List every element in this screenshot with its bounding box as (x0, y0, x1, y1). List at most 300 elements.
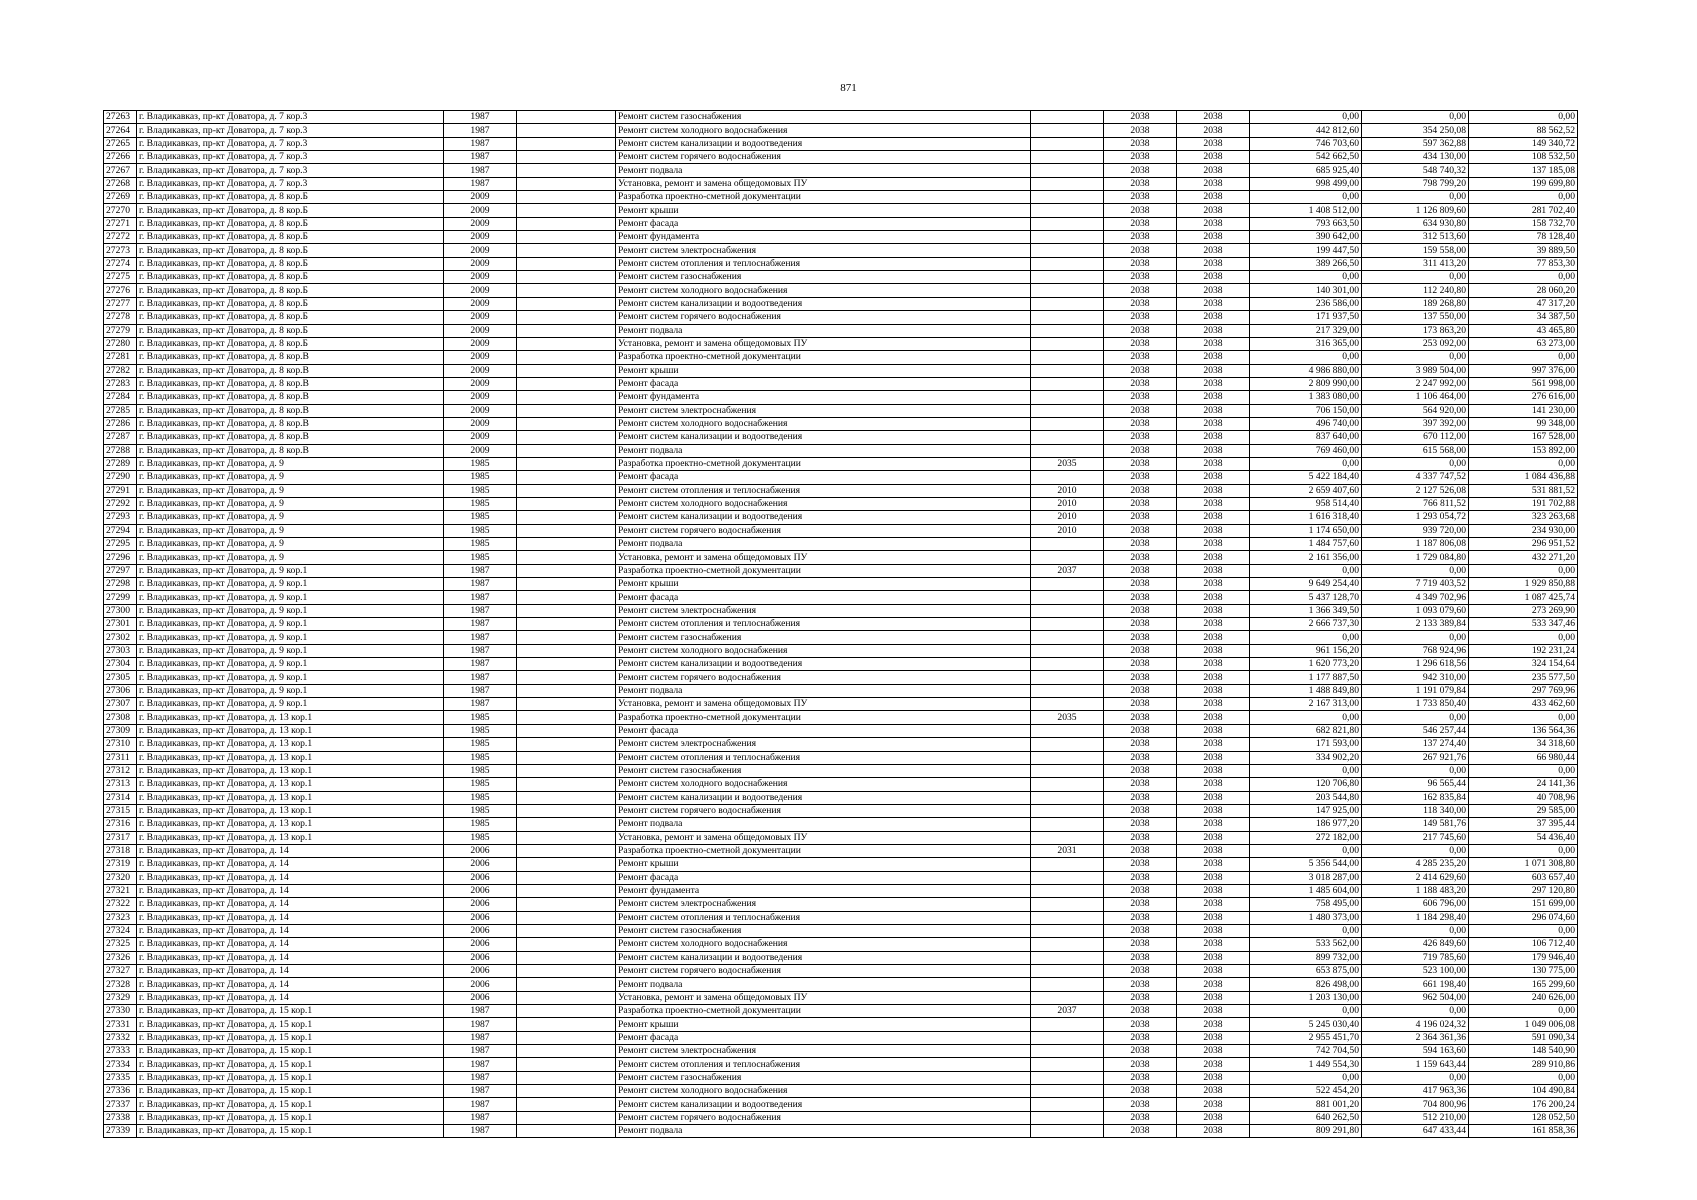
total-cost-cell: 0,00 (1250, 1005, 1362, 1018)
row-number-cell: 27273 (104, 244, 137, 257)
blank-cell-cell (517, 658, 616, 671)
owner-cost-cell: 273 269,90 (1469, 604, 1578, 617)
fund-cost-cell: 118 340,00 (1362, 804, 1469, 817)
table-row (104, 1058, 1578, 1071)
start-year-cell: 2038 (1104, 377, 1177, 390)
blank-cell-cell (517, 951, 616, 964)
work-type-cell: Разработка проектно-сметной документации (616, 564, 1031, 577)
table-row (104, 471, 1578, 484)
address-cell: г. Владикавказ, пр-кт Доватора, д. 14 (137, 924, 444, 937)
construction-year-cell: 2009 (444, 244, 517, 257)
work-type-cell: Ремонт систем холодного водоснабжения (616, 1085, 1031, 1098)
address-cell: г. Владикавказ, пр-кт Доватора, д. 15 кор.1 (137, 1058, 444, 1071)
start-year-cell: 2038 (1104, 951, 1177, 964)
planned-year-cell (1031, 871, 1104, 884)
blank-cell-cell (517, 217, 616, 230)
work-type-cell: Ремонт крыши (616, 204, 1031, 217)
planned-year-cell (1031, 858, 1104, 871)
row-number-cell: 27337 (104, 1098, 137, 1111)
total-cost-cell: 837 640,00 (1250, 431, 1362, 444)
work-type-cell: Ремонт систем отопления и теплоснабжения (616, 751, 1031, 764)
start-year-cell: 2038 (1104, 671, 1177, 684)
work-type-cell: Ремонт систем электроснабжения (616, 1045, 1031, 1058)
address-cell: г. Владикавказ, пр-кт Доватора, д. 13 кор.1 (137, 791, 444, 804)
work-type-cell: Ремонт систем горячего водоснабжения (616, 965, 1031, 978)
blank-cell-cell (517, 791, 616, 804)
start-year-cell: 2038 (1104, 1098, 1177, 1111)
construction-year-cell: 1987 (444, 658, 517, 671)
owner-cost-cell: 235 577,50 (1469, 671, 1578, 684)
planned-year-cell: 2031 (1031, 844, 1104, 857)
fund-cost-cell: 0,00 (1362, 111, 1469, 124)
address-cell: г. Владикавказ, пр-кт Доватора, д. 8 кор.В (137, 391, 444, 404)
planned-year-cell (1031, 431, 1104, 444)
row-number-cell: 27301 (104, 618, 137, 631)
start-year-cell: 2038 (1104, 457, 1177, 470)
blank-cell-cell (517, 524, 616, 537)
fund-cost-cell: 766 811,52 (1362, 497, 1469, 510)
address-cell: г. Владикавказ, пр-кт Доватора, д. 8 кор.Б (137, 257, 444, 270)
total-cost-cell: 390 642,00 (1250, 231, 1362, 244)
start-year-cell: 2038 (1104, 337, 1177, 350)
owner-cost-cell: 24 141,36 (1469, 778, 1578, 791)
end-year-cell: 2038 (1177, 884, 1250, 897)
fund-cost-cell: 0,00 (1362, 764, 1469, 777)
address-cell: г. Владикавказ, пр-кт Доватора, д. 13 кор.1 (137, 751, 444, 764)
fund-cost-cell: 512 210,00 (1362, 1111, 1469, 1124)
row-number-cell: 27339 (104, 1125, 137, 1138)
fund-cost-cell: 661 198,40 (1362, 978, 1469, 991)
row-number-cell: 27286 (104, 417, 137, 430)
table-row (104, 911, 1578, 924)
total-cost-cell: 5 422 184,40 (1250, 471, 1362, 484)
total-cost-cell: 1 203 130,00 (1250, 991, 1362, 1004)
work-type-cell: Ремонт систем канализации и водоотведения (616, 791, 1031, 804)
blank-cell-cell (517, 177, 616, 190)
total-cost-cell: 496 740,00 (1250, 417, 1362, 430)
owner-cost-cell: 0,00 (1469, 457, 1578, 470)
address-cell: г. Владикавказ, пр-кт Доватора, д. 9 кор.1 (137, 684, 444, 697)
start-year-cell: 2038 (1104, 978, 1177, 991)
total-cost-cell: 171 937,50 (1250, 311, 1362, 324)
total-cost-cell: 958 514,40 (1250, 497, 1362, 510)
owner-cost-cell: 323 263,68 (1469, 511, 1578, 524)
end-year-cell: 2038 (1177, 591, 1250, 604)
fund-cost-cell: 3 989 504,00 (1362, 364, 1469, 377)
start-year-cell: 2038 (1104, 297, 1177, 310)
planned-year-cell (1031, 671, 1104, 684)
end-year-cell: 2038 (1177, 804, 1250, 817)
table-row (104, 284, 1578, 297)
table-row (104, 724, 1578, 737)
blank-cell-cell (517, 538, 616, 551)
owner-cost-cell: 1 087 425,74 (1469, 591, 1578, 604)
total-cost-cell: 0,00 (1250, 191, 1362, 204)
work-type-cell: Ремонт фасада (616, 1031, 1031, 1044)
fund-cost-cell: 1 293 054,72 (1362, 511, 1469, 524)
table-row (104, 244, 1578, 257)
blank-cell-cell (517, 471, 616, 484)
fund-cost-cell: 354 250,08 (1362, 124, 1469, 137)
owner-cost-cell: 324 154,64 (1469, 658, 1578, 671)
blank-cell-cell (517, 711, 616, 724)
fund-cost-cell: 7 719 403,52 (1362, 578, 1469, 591)
row-number-cell: 27267 (104, 164, 137, 177)
blank-cell-cell (517, 337, 616, 350)
planned-year-cell: 2035 (1031, 711, 1104, 724)
construction-year-cell: 1985 (444, 751, 517, 764)
row-number-cell: 27318 (104, 844, 137, 857)
start-year-cell: 2038 (1104, 324, 1177, 337)
end-year-cell: 2038 (1177, 724, 1250, 737)
start-year-cell: 2038 (1104, 284, 1177, 297)
work-type-cell: Ремонт фасада (616, 591, 1031, 604)
construction-year-cell: 1985 (444, 724, 517, 737)
work-type-cell: Ремонт фасада (616, 724, 1031, 737)
end-year-cell: 2038 (1177, 644, 1250, 657)
fund-cost-cell: 2 364 361,36 (1362, 1031, 1469, 1044)
row-number-cell: 27283 (104, 377, 137, 390)
end-year-cell: 2038 (1177, 511, 1250, 524)
end-year-cell: 2038 (1177, 831, 1250, 844)
owner-cost-cell: 43 465,80 (1469, 324, 1578, 337)
row-number-cell: 27269 (104, 191, 137, 204)
end-year-cell: 2038 (1177, 604, 1250, 617)
address-cell: г. Владикавказ, пр-кт Доватора, д. 7 кор.3 (137, 164, 444, 177)
work-type-cell: Разработка проектно-сметной документации (616, 457, 1031, 470)
address-cell: г. Владикавказ, пр-кт Доватора, д. 14 (137, 911, 444, 924)
fund-cost-cell: 4 337 747,52 (1362, 471, 1469, 484)
blank-cell-cell (517, 377, 616, 390)
planned-year-cell (1031, 538, 1104, 551)
work-type-cell: Ремонт систем холодного водоснабжения (616, 778, 1031, 791)
row-number-cell: 27316 (104, 818, 137, 831)
row-number-cell: 27279 (104, 324, 137, 337)
address-cell: г. Владикавказ, пр-кт Доватора, д. 8 кор.Б (137, 324, 444, 337)
work-type-cell: Ремонт систем канализации и водоотведения (616, 297, 1031, 310)
total-cost-cell: 4 986 880,00 (1250, 364, 1362, 377)
table-row (104, 297, 1578, 310)
blank-cell-cell (517, 391, 616, 404)
planned-year-cell (1031, 951, 1104, 964)
end-year-cell: 2038 (1177, 671, 1250, 684)
end-year-cell: 2038 (1177, 564, 1250, 577)
row-number-cell: 27285 (104, 404, 137, 417)
owner-cost-cell: 148 540,90 (1469, 1045, 1578, 1058)
planned-year-cell (1031, 1085, 1104, 1098)
address-cell: г. Владикавказ, пр-кт Доватора, д. 13 кор.1 (137, 711, 444, 724)
row-number-cell: 27293 (104, 511, 137, 524)
work-type-cell: Ремонт систем канализации и водоотведения (616, 658, 1031, 671)
owner-cost-cell: 136 564,36 (1469, 724, 1578, 737)
address-cell: г. Владикавказ, пр-кт Доватора, д. 9 (137, 484, 444, 497)
row-number-cell: 27272 (104, 231, 137, 244)
owner-cost-cell: 234 930,00 (1469, 524, 1578, 537)
owner-cost-cell: 34 318,60 (1469, 738, 1578, 751)
blank-cell-cell (517, 204, 616, 217)
start-year-cell: 2038 (1104, 938, 1177, 951)
fund-cost-cell: 1 184 298,40 (1362, 911, 1469, 924)
construction-year-cell: 1987 (444, 177, 517, 190)
planned-year-cell (1031, 884, 1104, 897)
row-number-cell: 27328 (104, 978, 137, 991)
construction-year-cell: 2006 (444, 991, 517, 1004)
row-number-cell: 27282 (104, 364, 137, 377)
blank-cell-cell (517, 1071, 616, 1084)
blank-cell-cell (517, 511, 616, 524)
total-cost-cell: 1 383 080,00 (1250, 391, 1362, 404)
owner-cost-cell: 106 712,40 (1469, 938, 1578, 951)
address-cell: г. Владикавказ, пр-кт Доватора, д. 9 кор.1 (137, 698, 444, 711)
planned-year-cell (1031, 724, 1104, 737)
construction-year-cell: 1985 (444, 484, 517, 497)
fund-cost-cell: 159 558,00 (1362, 244, 1469, 257)
start-year-cell: 2038 (1104, 858, 1177, 871)
blank-cell-cell (517, 457, 616, 470)
planned-year-cell (1031, 978, 1104, 991)
planned-year-cell (1031, 791, 1104, 804)
owner-cost-cell: 0,00 (1469, 1071, 1578, 1084)
row-number-cell: 27278 (104, 311, 137, 324)
construction-year-cell: 1987 (444, 618, 517, 631)
end-year-cell: 2038 (1177, 297, 1250, 310)
table-row (104, 124, 1578, 137)
fund-cost-cell: 4 349 702,96 (1362, 591, 1469, 604)
blank-cell-cell (517, 1111, 616, 1124)
blank-cell-cell (517, 724, 616, 737)
owner-cost-cell: 0,00 (1469, 1005, 1578, 1018)
end-year-cell: 2038 (1177, 244, 1250, 257)
fund-cost-cell: 149 581,76 (1362, 818, 1469, 831)
construction-year-cell: 2009 (444, 217, 517, 230)
construction-year-cell: 1987 (444, 1071, 517, 1084)
work-type-cell: Разработка проектно-сметной документации (616, 1005, 1031, 1018)
total-cost-cell: 1 616 318,40 (1250, 511, 1362, 524)
end-year-cell: 2038 (1177, 978, 1250, 991)
table-body (104, 111, 1578, 1138)
planned-year-cell (1031, 831, 1104, 844)
start-year-cell: 2038 (1104, 831, 1177, 844)
end-year-cell: 2038 (1177, 431, 1250, 444)
row-number-cell: 27298 (104, 578, 137, 591)
construction-year-cell: 2006 (444, 884, 517, 897)
table-row (104, 578, 1578, 591)
total-cost-cell: 217 329,00 (1250, 324, 1362, 337)
planned-year-cell (1031, 818, 1104, 831)
work-type-cell: Ремонт систем горячего водоснабжения (616, 1111, 1031, 1124)
planned-year-cell (1031, 244, 1104, 257)
start-year-cell: 2038 (1104, 351, 1177, 364)
table-row (104, 137, 1578, 150)
start-year-cell: 2038 (1104, 177, 1177, 190)
total-cost-cell: 442 812,60 (1250, 124, 1362, 137)
total-cost-cell: 5 245 030,40 (1250, 1018, 1362, 1031)
work-type-cell: Ремонт подвала (616, 1125, 1031, 1138)
planned-year-cell (1031, 938, 1104, 951)
row-number-cell: 27307 (104, 698, 137, 711)
table-row (104, 111, 1578, 124)
planned-year-cell (1031, 1071, 1104, 1084)
work-type-cell: Ремонт систем отопления и теплоснабжения (616, 257, 1031, 270)
fund-cost-cell: 1 126 809,60 (1362, 204, 1469, 217)
total-cost-cell: 0,00 (1250, 924, 1362, 937)
end-year-cell: 2038 (1177, 444, 1250, 457)
construction-year-cell: 1985 (444, 804, 517, 817)
address-cell: г. Владикавказ, пр-кт Доватора, д. 9 кор.1 (137, 658, 444, 671)
fund-cost-cell: 417 963,36 (1362, 1085, 1469, 1098)
construction-year-cell: 2006 (444, 938, 517, 951)
total-cost-cell: 3 018 287,00 (1250, 871, 1362, 884)
owner-cost-cell: 0,00 (1469, 191, 1578, 204)
table-row (104, 658, 1578, 671)
planned-year-cell (1031, 257, 1104, 270)
construction-year-cell: 1987 (444, 1018, 517, 1031)
planned-year-cell (1031, 231, 1104, 244)
address-cell: г. Владикавказ, пр-кт Доватора, д. 8 кор.Б (137, 217, 444, 230)
end-year-cell: 2038 (1177, 965, 1250, 978)
planned-year-cell (1031, 551, 1104, 564)
total-cost-cell: 334 902,20 (1250, 751, 1362, 764)
start-year-cell: 2038 (1104, 564, 1177, 577)
construction-year-cell: 1987 (444, 631, 517, 644)
owner-cost-cell: 1 929 850,88 (1469, 578, 1578, 591)
total-cost-cell: 199 447,50 (1250, 244, 1362, 257)
fund-cost-cell: 548 740,32 (1362, 164, 1469, 177)
owner-cost-cell: 192 231,24 (1469, 644, 1578, 657)
blank-cell-cell (517, 151, 616, 164)
blank-cell-cell (517, 764, 616, 777)
table-row (104, 844, 1578, 857)
planned-year-cell (1031, 658, 1104, 671)
total-cost-cell: 120 706,80 (1250, 778, 1362, 791)
owner-cost-cell: 141 230,00 (1469, 404, 1578, 417)
table-row (104, 484, 1578, 497)
planned-year-cell (1031, 177, 1104, 190)
table-row (104, 778, 1578, 791)
work-type-cell: Ремонт фасада (616, 377, 1031, 390)
address-cell: г. Владикавказ, пр-кт Доватора, д. 15 кор.1 (137, 1031, 444, 1044)
page-number: 871 (840, 82, 857, 94)
address-cell: г. Владикавказ, пр-кт Доватора, д. 13 кор.1 (137, 738, 444, 751)
total-cost-cell: 881 001,20 (1250, 1098, 1362, 1111)
construction-year-cell: 1987 (444, 1125, 517, 1138)
end-year-cell: 2038 (1177, 991, 1250, 1004)
owner-cost-cell: 603 657,40 (1469, 871, 1578, 884)
construction-year-cell: 2009 (444, 297, 517, 310)
total-cost-cell: 706 150,00 (1250, 404, 1362, 417)
table-row (104, 1098, 1578, 1111)
work-type-cell: Разработка проектно-сметной документации (616, 844, 1031, 857)
fund-cost-cell: 1 188 483,20 (1362, 884, 1469, 897)
blank-cell-cell (517, 698, 616, 711)
work-type-cell: Установка, ремонт и замена общедомовых ПУ (616, 337, 1031, 350)
fund-cost-cell: 426 849,60 (1362, 938, 1469, 951)
end-year-cell: 2038 (1177, 1098, 1250, 1111)
blank-cell-cell (517, 871, 616, 884)
fund-cost-cell: 0,00 (1362, 191, 1469, 204)
total-cost-cell: 682 821,80 (1250, 724, 1362, 737)
row-number-cell: 27271 (104, 217, 137, 230)
owner-cost-cell: 158 732,70 (1469, 217, 1578, 230)
owner-cost-cell: 34 387,50 (1469, 311, 1578, 324)
work-type-cell: Разработка проектно-сметной документации (616, 711, 1031, 724)
blank-cell-cell (517, 858, 616, 871)
blank-cell-cell (517, 1085, 616, 1098)
start-year-cell: 2038 (1104, 1018, 1177, 1031)
end-year-cell: 2038 (1177, 631, 1250, 644)
end-year-cell: 2038 (1177, 337, 1250, 350)
blank-cell-cell (517, 965, 616, 978)
start-year-cell: 2038 (1104, 751, 1177, 764)
table-row (104, 924, 1578, 937)
work-type-cell: Ремонт систем горячего водоснабжения (616, 524, 1031, 537)
blank-cell-cell (517, 431, 616, 444)
table-row (104, 377, 1578, 390)
table-row (104, 618, 1578, 631)
address-cell: г. Владикавказ, пр-кт Доватора, д. 8 кор.В (137, 404, 444, 417)
fund-cost-cell: 1 159 643,44 (1362, 1058, 1469, 1071)
work-type-cell: Ремонт фасада (616, 471, 1031, 484)
address-cell: г. Владикавказ, пр-кт Доватора, д. 8 кор.В (137, 351, 444, 364)
address-cell: г. Владикавказ, пр-кт Доватора, д. 8 кор.Б (137, 244, 444, 257)
construction-year-cell: 1987 (444, 684, 517, 697)
address-cell: г. Владикавказ, пр-кт Доватора, д. 15 кор.1 (137, 1071, 444, 1084)
planned-year-cell (1031, 578, 1104, 591)
owner-cost-cell: 289 910,86 (1469, 1058, 1578, 1071)
start-year-cell: 2038 (1104, 738, 1177, 751)
owner-cost-cell: 281 702,40 (1469, 204, 1578, 217)
construction-year-cell: 2009 (444, 324, 517, 337)
fund-cost-cell: 0,00 (1362, 351, 1469, 364)
blank-cell-cell (517, 137, 616, 150)
start-year-cell: 2038 (1104, 164, 1177, 177)
fund-cost-cell: 0,00 (1362, 924, 1469, 937)
total-cost-cell: 236 586,00 (1250, 297, 1362, 310)
construction-year-cell: 2009 (444, 284, 517, 297)
end-year-cell: 2038 (1177, 217, 1250, 230)
work-type-cell: Ремонт систем электроснабжения (616, 404, 1031, 417)
total-cost-cell: 826 498,00 (1250, 978, 1362, 991)
fund-cost-cell: 0,00 (1362, 631, 1469, 644)
blank-cell-cell (517, 404, 616, 417)
address-cell: г. Владикавказ, пр-кт Доватора, д. 8 кор.В (137, 377, 444, 390)
construction-year-cell: 1985 (444, 538, 517, 551)
owner-cost-cell: 1 071 308,80 (1469, 858, 1578, 871)
planned-year-cell (1031, 644, 1104, 657)
construction-year-cell: 1987 (444, 1005, 517, 1018)
planned-year-cell (1031, 204, 1104, 217)
start-year-cell: 2038 (1104, 551, 1177, 564)
planned-year-cell (1031, 217, 1104, 230)
work-type-cell: Ремонт систем холодного водоснабжения (616, 284, 1031, 297)
row-number-cell: 27306 (104, 684, 137, 697)
planned-year-cell (1031, 738, 1104, 751)
start-year-cell: 2038 (1104, 791, 1177, 804)
owner-cost-cell: 137 185,08 (1469, 164, 1578, 177)
address-cell: г. Владикавказ, пр-кт Доватора, д. 9 кор.1 (137, 591, 444, 604)
table-row (104, 551, 1578, 564)
construction-year-cell: 1985 (444, 511, 517, 524)
work-type-cell: Ремонт систем газоснабжения (616, 631, 1031, 644)
work-type-cell: Ремонт систем отопления и теплоснабжения (616, 618, 1031, 631)
repair-schedule-table (103, 110, 1578, 1138)
end-year-cell: 2038 (1177, 871, 1250, 884)
end-year-cell: 2038 (1177, 204, 1250, 217)
fund-cost-cell: 217 745,60 (1362, 831, 1469, 844)
total-cost-cell: 0,00 (1250, 457, 1362, 470)
row-number-cell: 27276 (104, 284, 137, 297)
total-cost-cell: 2 955 451,70 (1250, 1031, 1362, 1044)
